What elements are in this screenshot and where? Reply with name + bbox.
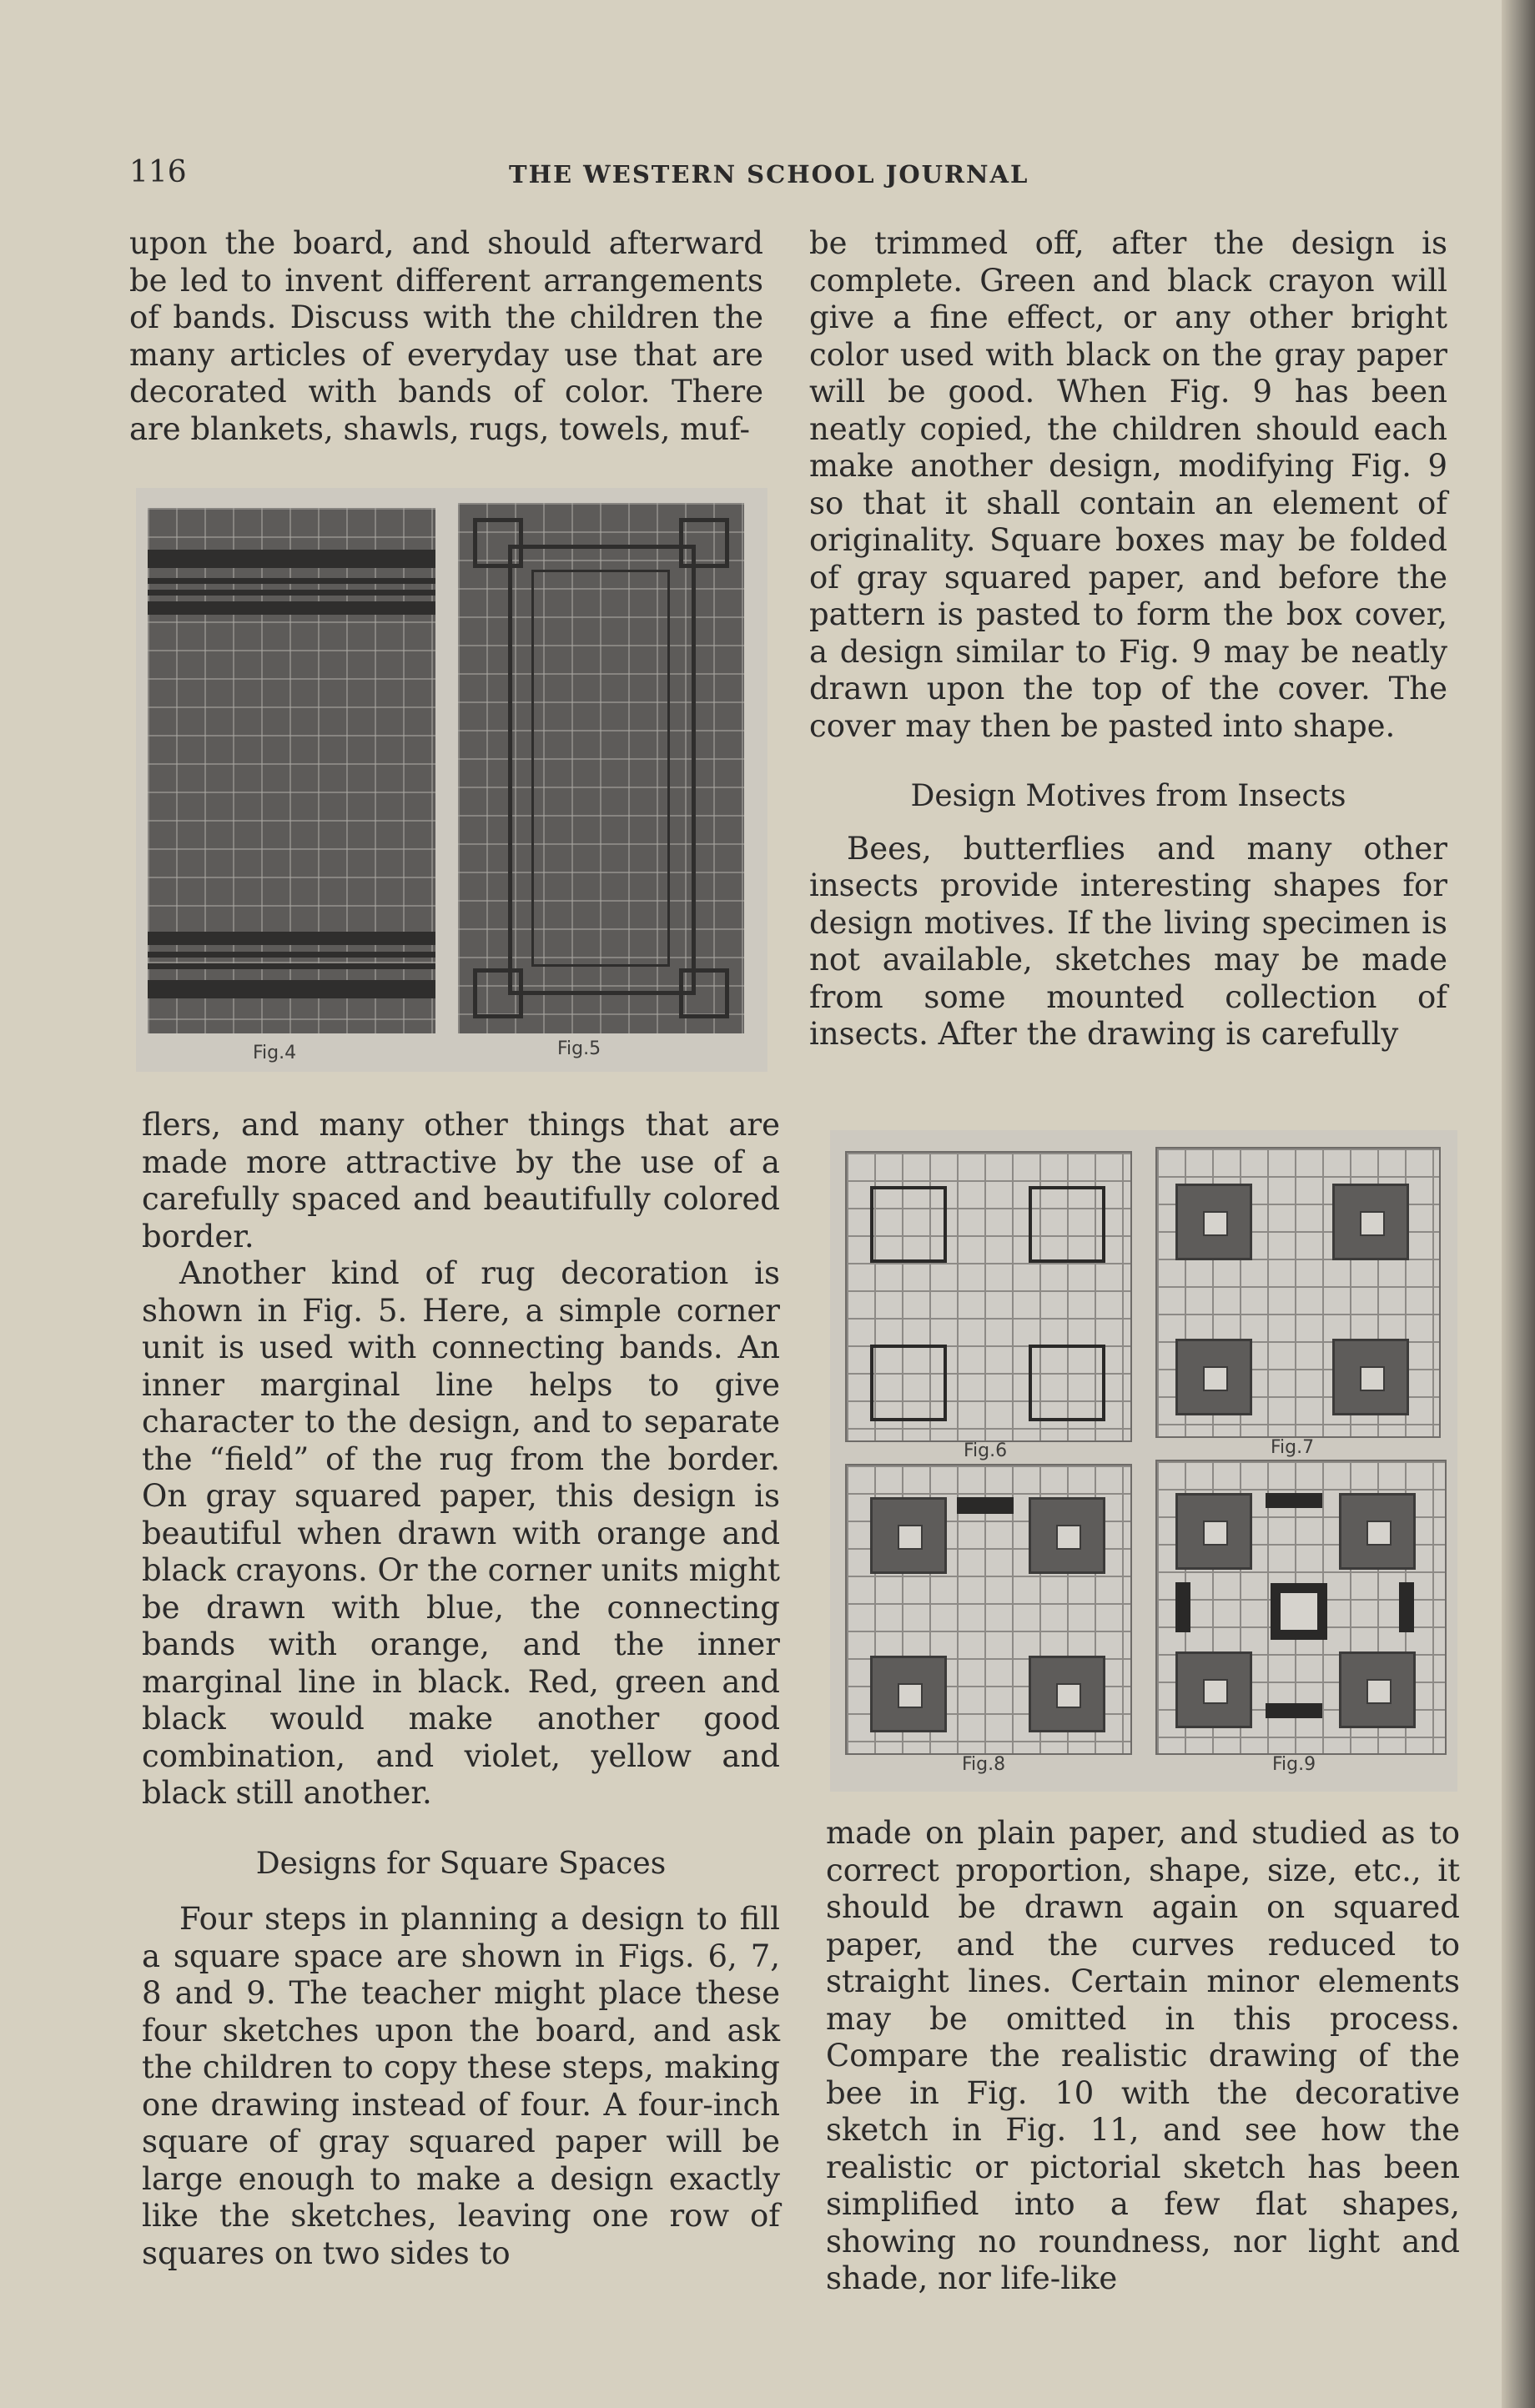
fig9-grid — [1155, 1460, 1447, 1755]
left-paragraph-1: upon the board, and should afterward be led to invent different arrangements of bands. Discuss with the children the many articles of everyday use that are decorated with bands of color. There are blankets, shawls, rugs, towels, muf- — [129, 225, 763, 447]
right-paragraph-2: Bees, butterflies and many other insects provide interesting shapes for design motives. If the living specimen is not available, sketches may be made from some mounted collection of insects. After the drawing is carefully — [809, 830, 1447, 1052]
page-number: 116 — [129, 155, 187, 189]
fig8-grid — [845, 1464, 1132, 1755]
running-title: THE WESTERN SCHOOL JOURNAL — [509, 160, 1029, 189]
fig9-caption: Fig.9 — [1272, 1754, 1316, 1775]
right-paragraph-3: made on plain paper, and studied as to correct proportion, shape, size, etc., it should be drawn again on squared paper, and the curves reduced to straight lines. Certain minor elements may be omitted in this process. Compare the realistic drawing of the bee in Fig. 10 with the decorative sketch in Fig. 11, and see how the realistic or pictorial sketch has been simplified into a few flat shapes, showing no roundness, nor light and shade, nor life-like — [826, 1815, 1460, 2296]
heading-design-motives-insects: Design Motives from Insects — [910, 779, 1346, 813]
fig7-grid — [1155, 1147, 1441, 1438]
fig6-grid — [845, 1151, 1132, 1442]
fig5-caption: Fig.5 — [557, 1038, 601, 1059]
left-column-top — [129, 225, 763, 448]
right-column-top — [809, 225, 1447, 1053]
figure-4-5 — [136, 488, 768, 1072]
right-column-bottom — [826, 1815, 1460, 2298]
left-paragraph-3: Another kind of rug decoration is shown in Fig. 5. Here, a simple corner unit is used with connecting bands. An inner marginal line helps to give character to the design, and to separate the “field” of the rug from the border. On gray squared paper, this design is beautiful when drawn with orange and black crayons. Or the corner units might be drawn with blue, the connecting bands with orange, and the inner marginal line in black. Red, green and black would make another good combination, and violet, yellow and black still another. — [142, 1255, 780, 1811]
fig6-caption: Fig.6 — [964, 1440, 1008, 1461]
fig5-rug-drawing — [458, 503, 744, 1033]
fig4-caption: Fig.4 — [253, 1043, 297, 1063]
right-paragraph-1: be trimmed off, after the design is complete. Green and black crayon will give a fine effect, or any other bright color used with black on the gray paper will be good. When Fig. 9 has been neatly copied, the children should each make another design, modifying Fig. 9 so that it shall contain an element of originality. Square boxes may be folded of gray squared paper, and before the pattern is pasted to form the box cover, a design similar to Fig. 9 may be neatly drawn upon the top of the cover. The cover may then be pasted into shape. — [809, 225, 1447, 744]
heading-designs-square-spaces: Designs for Square Spaces — [255, 1846, 667, 1881]
fig8-caption: Fig.8 — [962, 1754, 1006, 1775]
left-column-bottom — [142, 1107, 780, 2272]
page-edge-shadow — [1502, 0, 1535, 2408]
figure-6-9 — [830, 1130, 1457, 1792]
fig4-rug-drawing — [148, 508, 435, 1033]
left-paragraph-2: flers, and many other things that are made more attractive by the use of a carefully spaced and beautifully colored border. — [142, 1107, 780, 1254]
left-paragraph-4: Four steps in planning a design to fill a square space are shown in Figs. 6, 7, 8 and 9. The teacher might place these four sketches upon the board, and ask the children to copy these steps, making one drawing instead of four. A four-inch square of gray squared paper will be large enough to make a design exactly like the sketches, leaving one row of squares on two sides to — [142, 1901, 780, 2271]
fig7-caption: Fig.7 — [1271, 1437, 1315, 1458]
